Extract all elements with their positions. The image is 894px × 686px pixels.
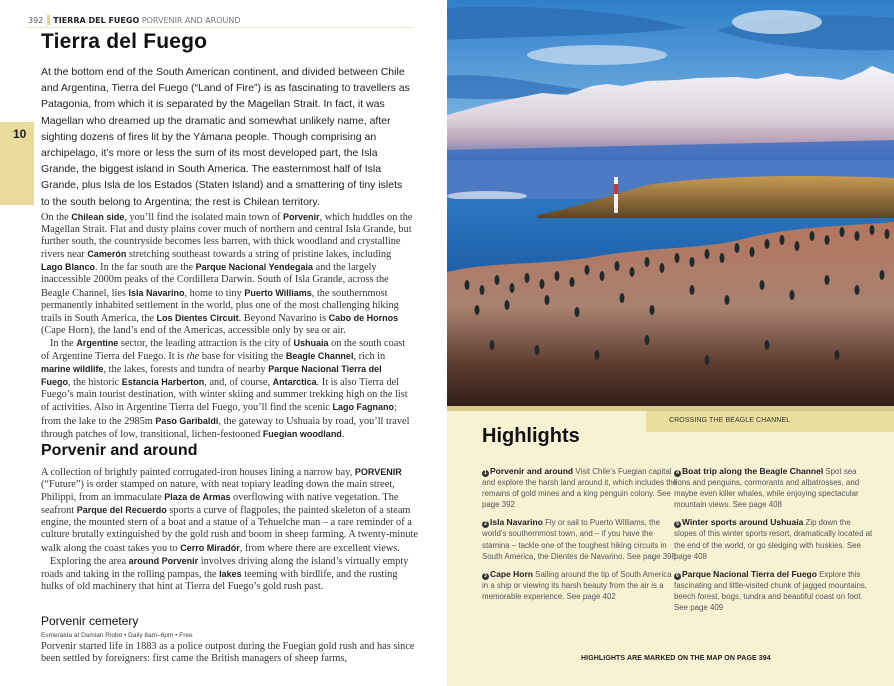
bold-keyword: Camerón (87, 249, 127, 260)
section-title: Porvenir and around (41, 442, 198, 459)
highlight-text: Fly or sail to Puerto Williams, the world’s southernmost town, and – if you have the stamina – tackle one of the toughest hiking circuits in South America, the Dientes de Navarino. See page 398 (482, 518, 676, 561)
photo-caption: CROSSING THE BEAGLE CHANNEL (669, 417, 791, 424)
highlight-item (482, 466, 678, 510)
paragraph: In the Argentine sector, the leading attraction is the city of Ushuaia on the south coast of Argentine Tierra del Fuego. It is the base for visiting the Beagle Channel, rich in marine wildlife, the lakes, forests and tundra of nearby Parque Nacional Tierra del Fuego, the historic Estancia Harberton, and, of course, Antarctica. It is also Tierra del Fuego’s main tourist destination, with winter skiing and summer trekking high on the list of activities. Also in Argentine Tierra del Fuego, you’ll find the scenic Lago Fagnano; from the lake to the 2985m Paso Garibaldi, the gateway to Ushuaia by road, you’ll travel through patches of low, transitional, lichen-festooned Fuegian woodland. (41, 337, 410, 440)
bold-keyword: Paso Garibaldi (155, 415, 219, 426)
paragraph: A collection of brightly painted corrugated-iron houses lining a narrow bay, PORVENIR (“Future”) is order stamped on nature, with neat topiary leading down the main street, Philippi, from an immaculate Plaza de Armas overflowing with native vegetation. The seafront Parque del Recuerdo sports a curve of flagpoles, the painted skeleton of a steam engine, the mounted stern of a boat and a statue of a Tehuelche man – a rare reminder of a culture brutally extinguished by the gold rush and boom in sheep farming. A twenty-minute walk along the coast takes you to Cerro Miradór, from where there are excellent views. (41, 467, 418, 554)
bold-keyword: Beagle Channel (285, 351, 354, 362)
highlight-name: Parque Nacional Tierra del Fuego (682, 568, 817, 579)
bold-keyword: Fuegian woodland (262, 428, 342, 439)
right-page (447, 0, 894, 686)
highlight-name: Isla Navarino (490, 517, 543, 528)
highlight-text: Visit Chile’s Fuegian capital and explore the harsh land around it, which includes the remains of gold mines and a king penguin colony. See page 392 (482, 467, 678, 510)
bold-keyword: Antarctica (272, 377, 317, 388)
bold-keyword: Lago Blanco (41, 262, 96, 273)
bold-keyword: marine wildlife (41, 364, 104, 375)
bold-keyword: Estancia Harberton (121, 377, 205, 388)
highlight-name: Cape Horn (490, 568, 533, 579)
chapter-number: 10 (13, 127, 27, 141)
bold-keyword: Isla Navarino (128, 287, 185, 298)
bold-keyword: Los Dientes Circuit (156, 312, 239, 323)
highlight-name: Boat trip along the Beagle Channel (682, 466, 824, 476)
lighthouse-stripe (614, 184, 618, 194)
cemetery-paragraph: Porvenir started life in 1883 as a police outpost during the Fuegian gold rush and has since been settled by foreigners: first came the British managers of sheep farms, (41, 641, 415, 665)
cloud (527, 45, 667, 65)
bold-keyword: Chilean side (71, 212, 125, 222)
running-head (28, 15, 413, 28)
paragraph: On the Chilean side, you’ll find the isolated main town of Porvenir, which huddles on the Magellan Strait. Flat and dusty plains cover much of northern and central Isla Grande, but further south, the countryside becomes less barren, with thick woodland and crystalline rivers near Camerón stretching southeast towards a string of pristine lakes, including Lago Blanco. In the far south are the Parque Nacional Yendegaia and the largely inaccessible 2000m peaks of the Cordillera Darwin. South of Isla Grande, across the Beagle Channel, lies Isla Navarino, home to tiny Puerto Williams, the southernmost permanently inhabited settlement in the world, plus one of the most challenging hiking trails in South America, the Los Dientes Circuit. Beyond Navarino is Cabo de Hornos (Cape Horn), the land’s end of the Americas, accessible only by sea or air. (41, 212, 413, 336)
bold-keyword: Puerto Williams (244, 287, 312, 298)
highlight-text: Sailing around the tip of South America in a ship or viewing its harsh beauty from the air is a memorable experience. See page 402 (482, 569, 672, 601)
highlight-item (674, 517, 874, 561)
chapter-title: Tierra del Fuego (41, 30, 208, 53)
photo-illustration (447, 0, 894, 411)
bold-keyword: Cabo de Hornos (328, 312, 399, 323)
highlight-number-badge: 5 (674, 521, 681, 528)
bold-keyword: Parque del Recuerdo (76, 505, 167, 516)
bold-keyword: Parque Nacional Tierra del Fuego (41, 364, 382, 388)
highlight-name: Porvenir and around (490, 466, 574, 476)
highlight-text: Zip down the slopes of this winter sports resort, dramatically located at the end of the world, or go sledging with huskies. See page 408 (674, 518, 873, 561)
intro-paragraph: At the bottom end of the South American continent, and divided between Chile and Argentina, Tierra del Fuego (“Land of Fire”) is as fascinating to travellers as Patagonia, from which it is separated by the Magellan Strait. In fact, it was Magellan who dreamed up the dramatic and somewhat unlikely name, after sighting dozens of fires lit by the Yámana people. Though comprising an archipelago, it’s more or less the sum of its most developed part, the Isla Grande, the biggest island in South America. The easternmost half of Isla Grande, plus Isla de los Estados (Staten Island) and a smattering of tiny islets to the south belong to Argentina; the rest is Chilean territory. (41, 66, 410, 208)
highlights-column-left (482, 466, 678, 609)
bold-keyword: around Porvenir (128, 555, 199, 566)
italic-text: the (186, 351, 200, 363)
bold-keyword: Plaza de Armas (164, 492, 231, 503)
photo-caption-band (646, 411, 894, 432)
bold-keyword: PORVENIR (354, 467, 402, 477)
highlight-item (482, 569, 678, 602)
highlights-title: Highlights (482, 425, 580, 447)
chapter-tab (0, 122, 34, 205)
bold-keyword: Ushuaia (293, 337, 329, 348)
running-head-section: TIERRA DEL FUEGO (53, 16, 140, 25)
subsection-title: Porvenir cemetery (41, 614, 139, 628)
highlight-number-badge: 2 (482, 521, 489, 528)
body-text-overview (41, 211, 413, 441)
highlight-item (674, 569, 874, 613)
bold-keyword: lakes (219, 568, 242, 579)
paragraph: Exploring the area around Porvenir involves driving along the island’s virtually empty roads and taking in the rolling pampas, the lakes teeming with birdlife, and the rusting hulks of old machinery that hint at Tierra del Fuego’s gold rush past. (41, 555, 409, 592)
bold-keyword: Argentine (76, 337, 119, 348)
listing-meta: Esmeralda at Damian Riobo • Daily 8am–6pm • Free (41, 632, 193, 639)
highlight-number-badge: 6 (674, 573, 681, 580)
highlight-text: Spot sea lions and penguins, cormorants and albatrosses, and maybe even killer whales, while enjoying spectacular mountain views. See page 408 (674, 467, 860, 510)
highlight-number-badge: 3 (482, 573, 489, 580)
highlight-item (674, 466, 874, 510)
page-number: 392 (28, 16, 44, 25)
highlights-map-note: HIGHLIGHTS ARE MARKED ON THE MAP ON PAGE 394 (581, 655, 771, 662)
running-head-subsection: PORVENIR AND AROUND (141, 16, 241, 25)
highlight-item (482, 517, 678, 561)
bold-keyword: Porvenir (283, 212, 320, 222)
body-text-porvenir (41, 466, 419, 593)
cloud (732, 10, 822, 34)
highlight-number-badge: 1 (482, 470, 489, 477)
lighthouse (614, 177, 618, 213)
bold-keyword: Parque Nacional Yendegaia (195, 262, 314, 273)
highlight-name: Winter sports around Ushuaia (682, 517, 804, 528)
highlight-text: Explore this fascinating and little-visited chunk of jagged mountains, beech forest, bogs, tundra and beautiful coast on foot. See page 409 (674, 569, 867, 613)
bold-keyword: Cerro Miradór (180, 542, 240, 553)
highlight-number-badge: 4 (674, 470, 681, 477)
beagle-channel-photo (447, 0, 894, 411)
bold-keyword: Lago Fagnano (332, 402, 395, 413)
running-head-marker (47, 15, 50, 25)
highlights-column-right (674, 466, 874, 620)
